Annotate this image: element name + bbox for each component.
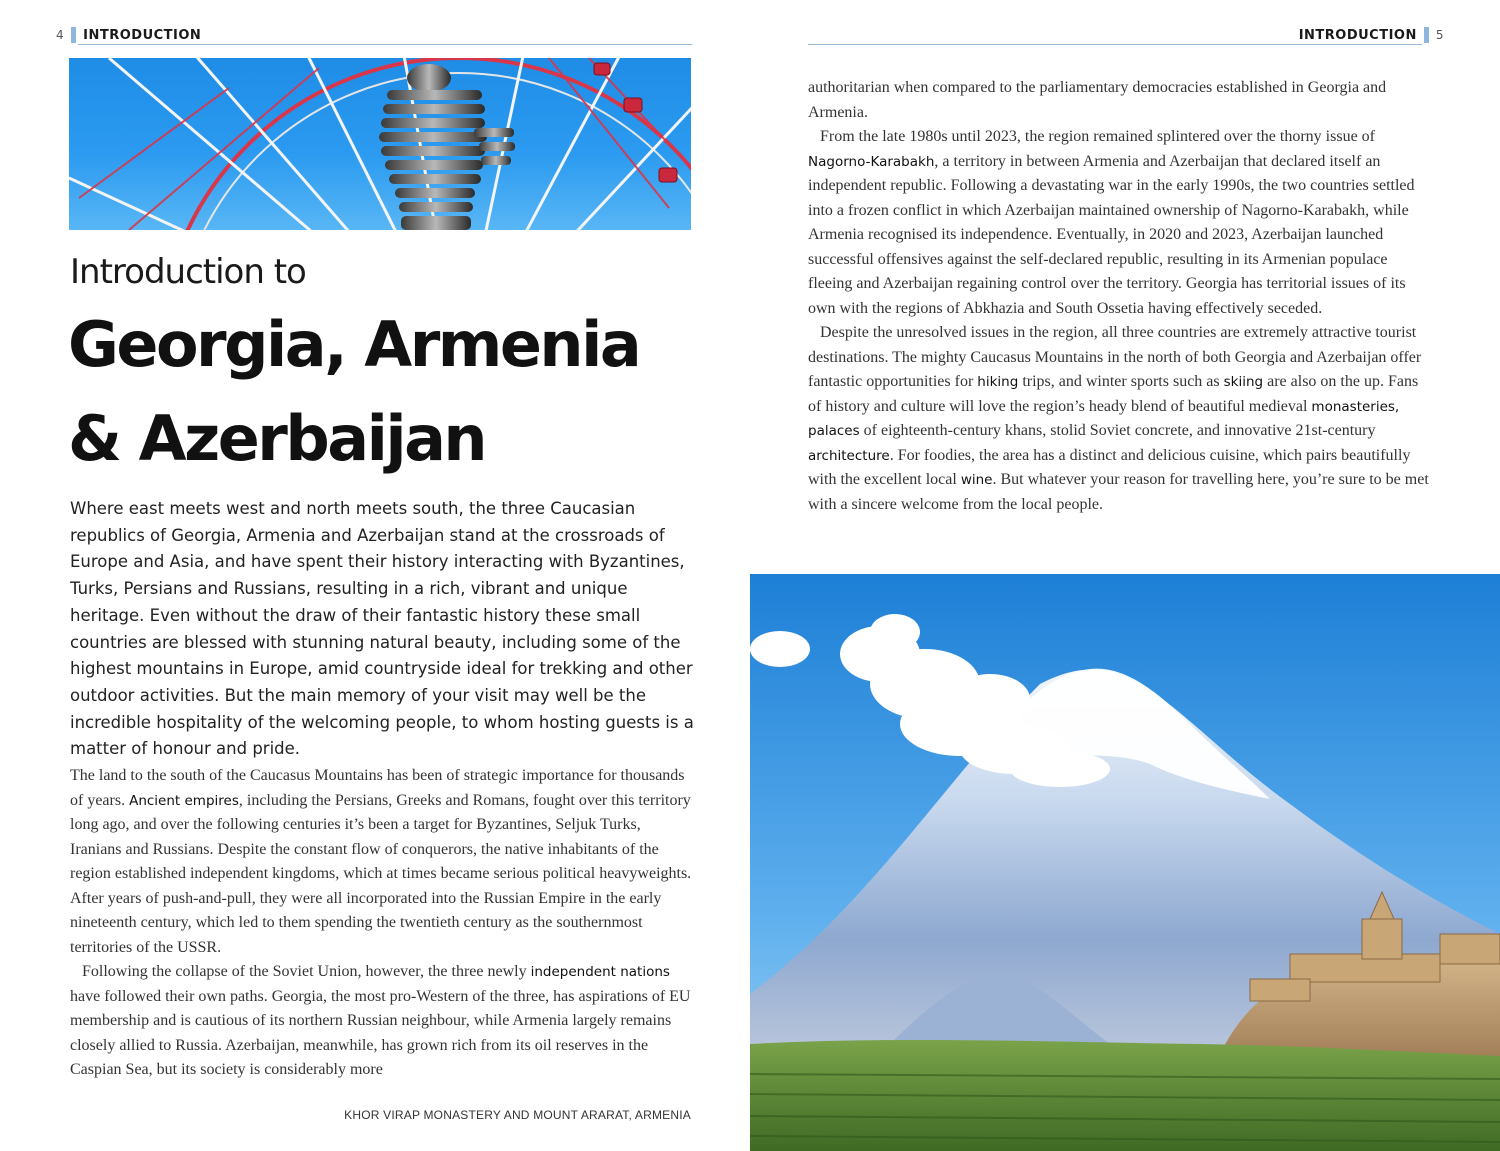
text-run: The land to the south of the Caucasus Mountains has been of strategic importance for thousands of years. xyxy=(70,767,685,809)
paragraph xyxy=(70,764,696,960)
page-title xyxy=(68,298,728,486)
accent-bar xyxy=(1424,27,1429,43)
paragraph: authoritarian when compared to the parliamentary democracies established in Georgia and Armenia. xyxy=(808,79,1387,121)
page-number: 5 xyxy=(1435,28,1444,42)
body-text-right xyxy=(808,76,1434,517)
title-prefix: Introduction to xyxy=(70,252,306,292)
text-run: , including the Persians, Greeks and Romans, fought over this territory long ago, and over the following centuries it’s been a target for Byzantines, Seljuk Turks, Iranians and Russians. Despite the constant flow of conquerors, the native inhabitants of the region established independent kingdoms, which at times became serious political heavyweights. After years of push-and-pull, they were all incorporated into the Russian Empire in the early nineteenth century, which led to them spending the twentieth century as the southernmost territories of the USSR. xyxy=(70,791,692,956)
right-page xyxy=(750,0,1500,1151)
paragraph xyxy=(808,321,1434,517)
keyword-link[interactable]: monasteries, palaces xyxy=(808,398,1400,439)
text-run: of eighteenth-century khans, stolid Soviet concrete, and innovative 21st-century xyxy=(859,422,1376,439)
text-run: . For foodies, the area has a distinct and delicious cuisine, which pairs beautifully with the excellent local xyxy=(808,446,1411,488)
keyword-link[interactable]: architecture xyxy=(808,447,890,464)
keyword-link[interactable]: Nagorno-Karabakh xyxy=(808,153,935,170)
keyword-link[interactable]: wine xyxy=(960,472,993,488)
photo-caption: KHOR VIRAP MONASTERY AND MOUNT ARARAT, ARMENIA xyxy=(344,1108,691,1122)
paragraph xyxy=(808,125,1434,321)
section-label: INTRODUCTION xyxy=(1298,27,1417,43)
text-run: have followed their own paths. Georgia, the most pro-Western of the three, has aspirations of EU membership and is cautious of its northern Russian neighbour, while Armenia largely remains closely allied to Russia. Azerbaijan, meanwhile, has grown rich from its oil reserves in the Caspian Sea, but its society is considerably more xyxy=(70,987,691,1078)
right-running-head xyxy=(1299,25,1444,45)
text-run: . But whatever your reason for travelling here, you’re sure to be met with a sincere welcome from the local people. xyxy=(808,471,1429,513)
page-number: 4 xyxy=(56,28,65,42)
ferris-wheel-statue-photo xyxy=(69,58,691,230)
keyword-link[interactable]: Ancient empires xyxy=(129,792,239,809)
lead-paragraph: Where east meets west and north meets south, the three Caucasian republics of Georgia, Armenia and Azerbaijan stand at the crossroads of Europe and Asia, and have spent their history interacting with Byzantines, Turks, Persians and Russians, resulting in a rich, vibrant and unique heritage. Even without the draw of their fantastic history these small countries are blessed with stunning natural beauty, including some of the highest mountains in Europe, amid countryside ideal for trekking and other outdoor activities. But the main memory of your visit may well be the incredible hospitality of the welcoming people, to whom hosting guests is a matter of honour and pride. xyxy=(70,499,694,759)
text-run: Despite the unresolved issues in the region, all three countries are extremely attractive tourist destinations. The mighty Caucasus Mountains in the north of both Georgia and Azerbaijan offer fantastic opportunities for xyxy=(808,324,1422,390)
text-run: are also on the up. Fans of history and culture will love the region’s heady blend of beautiful medieval xyxy=(808,373,1419,415)
text-run: From the late 1980s until 2023, the region remained splintered over the thorny issue of xyxy=(820,128,1375,145)
text-run: , a territory in between Armenia and Azerbaijan that declared itself an independent republic. Following a devastating war in the early 1990s, the two countries settled into a frozen conflict in which Azerbaijan maintained ownership of Nagorno-Karabakh, while Armenia recognised its independence. Eventually, in 2020 and 2023, Azerbaijan launched successful offensives against the self-declared republic, resulting in its Armenian populace fleeing and Azerbaijan regaining control over the territory. Georgia has territorial issues of its own with the regions of Abkhazia and South Ossetia having effectively seceded. xyxy=(808,152,1415,317)
section-label: INTRODUCTION xyxy=(83,27,202,43)
keyword-link[interactable]: independent nations xyxy=(530,964,670,980)
keyword-link[interactable]: hiking xyxy=(977,374,1019,390)
body-text-left xyxy=(70,764,696,1083)
text-run: Following the collapse of the Soviet Union, however, the three newly xyxy=(82,963,531,980)
title-line-1: Georgia, Armenia xyxy=(68,308,640,381)
title-line-2: & Azerbaijan xyxy=(68,402,486,475)
text-run: trips, and winter sports such as xyxy=(1018,373,1224,390)
keyword-link[interactable]: skiing xyxy=(1223,374,1264,390)
paragraph xyxy=(70,960,696,1083)
mount-ararat-monastery-photo xyxy=(750,574,1500,1151)
header-rule xyxy=(78,44,692,45)
accent-bar xyxy=(71,27,76,43)
left-running-head xyxy=(56,25,201,45)
